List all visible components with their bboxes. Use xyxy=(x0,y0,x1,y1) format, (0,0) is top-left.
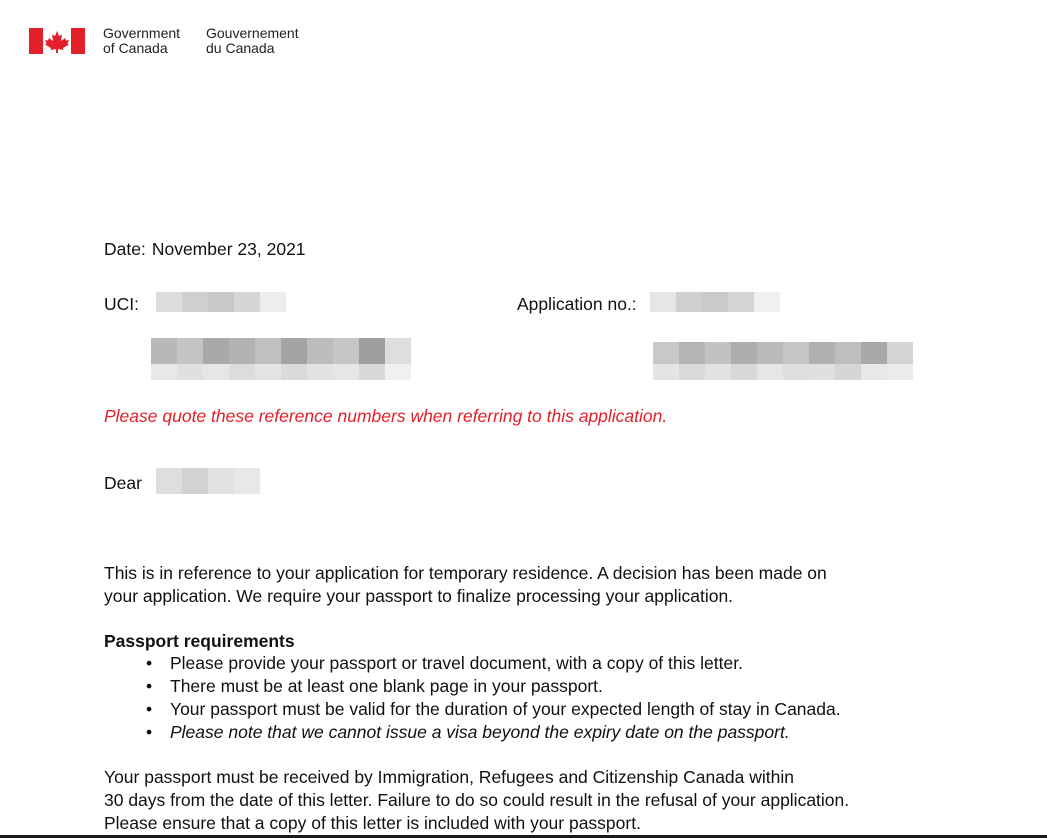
redacted-application-value xyxy=(650,292,780,312)
list-item xyxy=(104,675,1004,698)
redacted-recipient-name xyxy=(156,468,260,494)
redacted-uci-value xyxy=(156,292,286,312)
decision-paragraph xyxy=(104,562,944,608)
date-value: November 23, 2021 xyxy=(151,239,306,259)
uci-label: UCI: xyxy=(104,294,139,314)
signature-french xyxy=(206,26,299,56)
requirement-text: Please note that we cannot issue a visa beyond the expiry date on the passport. xyxy=(170,722,790,742)
signature-english-line2: of Canada xyxy=(103,40,168,56)
deadline-paragraph xyxy=(104,766,1004,835)
signature-french-line1: Gouvernement xyxy=(206,25,299,41)
letter-date xyxy=(104,238,306,260)
signature-french-line2: du Canada xyxy=(206,40,275,56)
redacted-uci-barcode xyxy=(151,338,411,380)
requirements-heading: Passport requirements xyxy=(104,631,295,651)
decision-paragraph-line1: This is in reference to your application for temporary residence. A decision has been made on xyxy=(104,563,827,583)
date-label: Date: xyxy=(104,239,146,259)
signature-english-line1: Government xyxy=(103,25,181,41)
list-item xyxy=(104,698,1004,721)
requirements-list xyxy=(104,652,1004,744)
bullet: • xyxy=(146,699,153,719)
bullet: • xyxy=(146,653,153,673)
requirement-text: There must be at least one blank page in your passport. xyxy=(170,676,603,696)
application-number-label: Application no.: xyxy=(517,294,637,314)
deadline-paragraph-line1: Your passport must be received by Immigration, Refugees and Citizenship Canada within xyxy=(104,767,795,787)
deadline-paragraph-line3: Please ensure that a copy of this letter is included with your passport. xyxy=(104,813,641,833)
list-item xyxy=(104,721,1004,744)
salutation: Dear xyxy=(104,473,142,493)
redacted-application-barcode xyxy=(653,342,913,380)
requirement-text: Please provide your passport or travel document, with a copy of this letter. xyxy=(170,653,743,673)
signature-english xyxy=(103,26,180,56)
list-item xyxy=(104,652,1004,675)
decision-paragraph-line2: your application. We require your passport to finalize processing your application. xyxy=(104,586,734,606)
bullet: • xyxy=(146,676,153,696)
canada-flag-icon xyxy=(29,28,85,54)
reference-notice: Please quote these reference numbers when referring to this application. xyxy=(104,406,668,426)
deadline-paragraph-line2: 30 days from the date of this letter. Failure to do so could result in the refusal of your application. xyxy=(104,790,850,810)
requirement-text: Your passport must be valid for the duration of your expected length of stay in Canada. xyxy=(170,699,841,719)
bullet: • xyxy=(146,722,153,742)
